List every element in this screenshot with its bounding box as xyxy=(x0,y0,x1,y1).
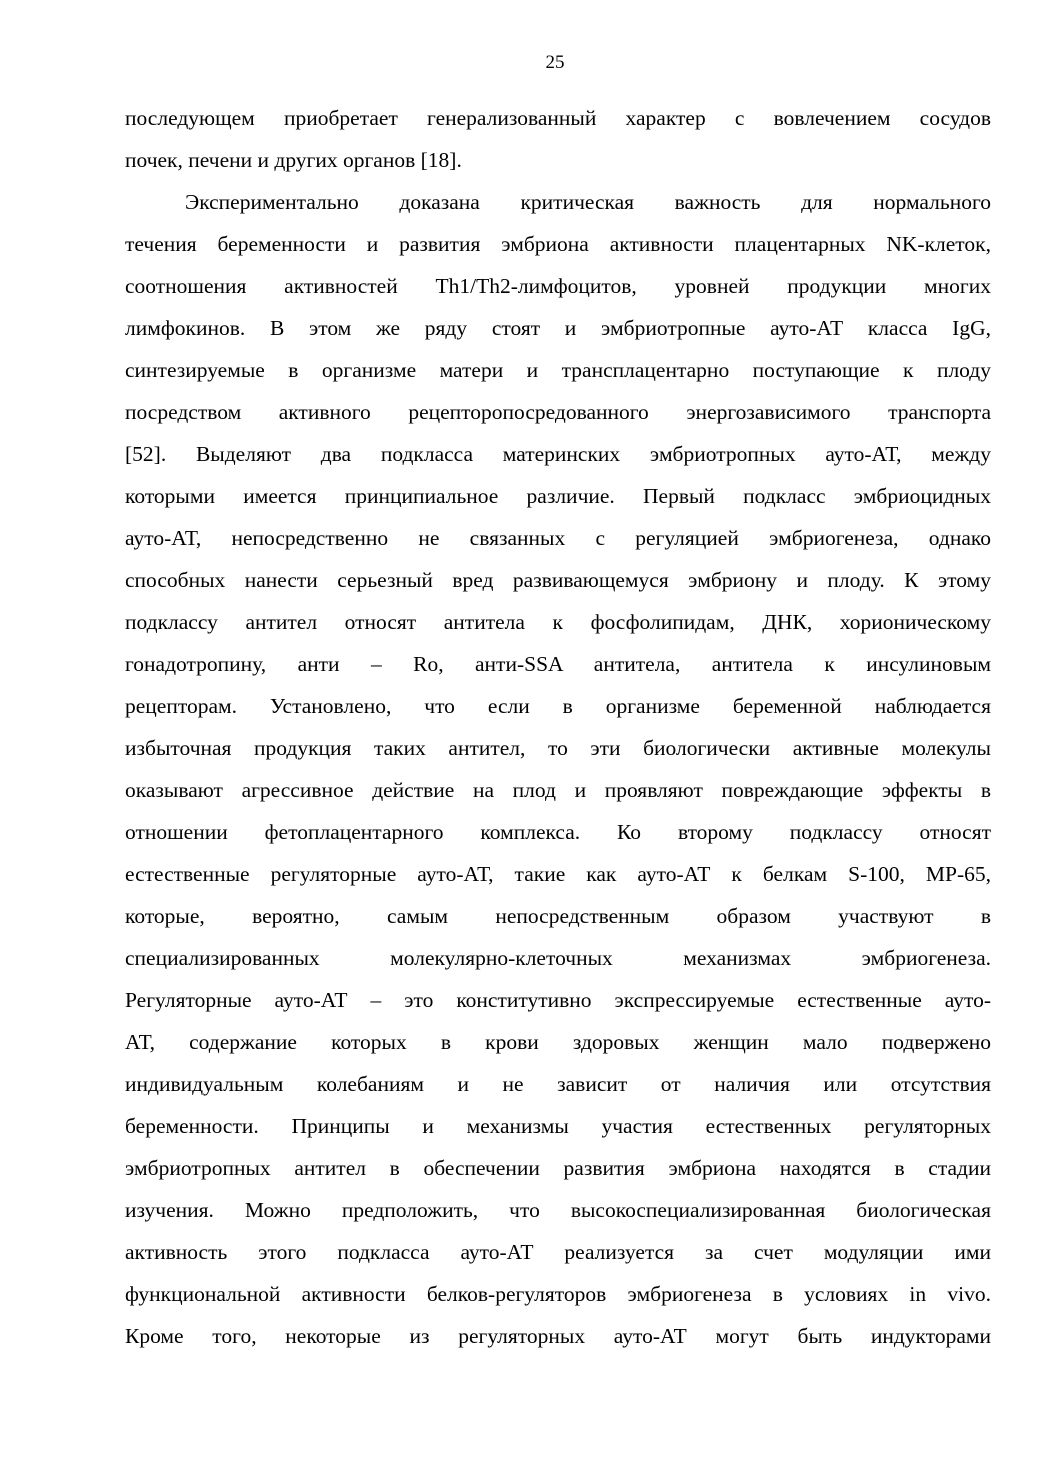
text-line: индивидуальным колебаниям и не зависит от наличия или отсутствия xyxy=(125,1072,991,1096)
text-line: функциональной активности белков-регуляторов эмбриогенеза в условиях in vivo. xyxy=(125,1282,991,1306)
text-line: [52]. Выделяют два подкласса материнских эмбриотропных ауто-АТ, между xyxy=(125,442,991,466)
text-line: соотношения активностей Th1/Th2-лимфоцитов, уровней продукции многих xyxy=(125,274,991,298)
text-line: АТ, содержание которых в крови здоровых женщин мало подвержено xyxy=(125,1030,991,1054)
text-line: рецепторам. Установлено, что если в организме беременной наблюдается xyxy=(125,694,991,718)
text-line: специализированных молекулярно-клеточных механизмах эмбриогенеза. xyxy=(125,946,991,970)
text-line: которые, вероятно, самым непосредственным образом участвуют в xyxy=(125,904,991,928)
text-line: посредством активного рецепторопосредованного энергозависимого транспорта xyxy=(125,400,991,424)
text-line: способных нанести серьезный вред развивающемуся эмбриону и плоду. К этому xyxy=(125,568,991,592)
text-line: синтезируемые в организме матери и трансплацентарно поступающие к плоду xyxy=(125,358,991,382)
text-line: гонадотропину, анти – Ro, анти-SSA антитела, антитела к инсулиновым xyxy=(125,652,991,676)
text-line: активность этого подкласса ауто-АТ реализуется за счет модуляции ими xyxy=(125,1240,991,1264)
text-line: Регуляторные ауто-АТ – это конститутивно экспрессируемые естественные ауто- xyxy=(125,988,991,1012)
text-line: естественные регуляторные ауто-АТ, такие как ауто-АТ к белкам S-100, МР-65, xyxy=(125,862,991,886)
text-line: последующем приобретает генерализованный характер с вовлечением сосудов xyxy=(125,106,991,130)
paragraph-first-line: Экспериментально доказана критическая важность для нормального xyxy=(185,190,991,214)
text-line: отношении фетоплацентарного комплекса. Ко второму подклассу относят xyxy=(125,820,991,844)
text-line: почек, печени и других органов [18]. xyxy=(125,148,462,172)
text-line: течения беременности и развития эмбриона активности плацентарных NK-клеток, xyxy=(125,232,991,256)
text-line: оказывают агрессивное действие на плод и проявляют повреждающие эффекты в xyxy=(125,778,991,802)
text-line: беременности. Принципы и механизмы участия естественных регуляторных xyxy=(125,1114,991,1138)
page-number: 25 xyxy=(545,52,565,73)
text-line: ауто-АТ, непосредственно не связанных с регуляцией эмбриогенеза, однако xyxy=(125,526,991,550)
text-line: которыми имеется принципиальное различие. Первый подкласс эмбриоцидных xyxy=(125,484,991,508)
text-line: изучения. Можно предположить, что высокоспециализированная биологическая xyxy=(125,1198,991,1222)
text-line: эмбриотропных антител в обеспечении развития эмбриона находятся в стадии xyxy=(125,1156,991,1180)
text-line: Кроме того, некоторые из регуляторных ауто-АТ могут быть индукторами xyxy=(125,1324,991,1348)
text-line: подклассу антител относят антитела к фосфолипидам, ДНК, хорионическому xyxy=(125,610,991,634)
text-line: избыточная продукция таких антител, то эти биологически активные молекулы xyxy=(125,736,991,760)
text-line: лимфокинов. В этом же ряду стоят и эмбриотропные ауто-АТ класса IgG, xyxy=(125,316,991,340)
body-text xyxy=(125,97,991,1357)
